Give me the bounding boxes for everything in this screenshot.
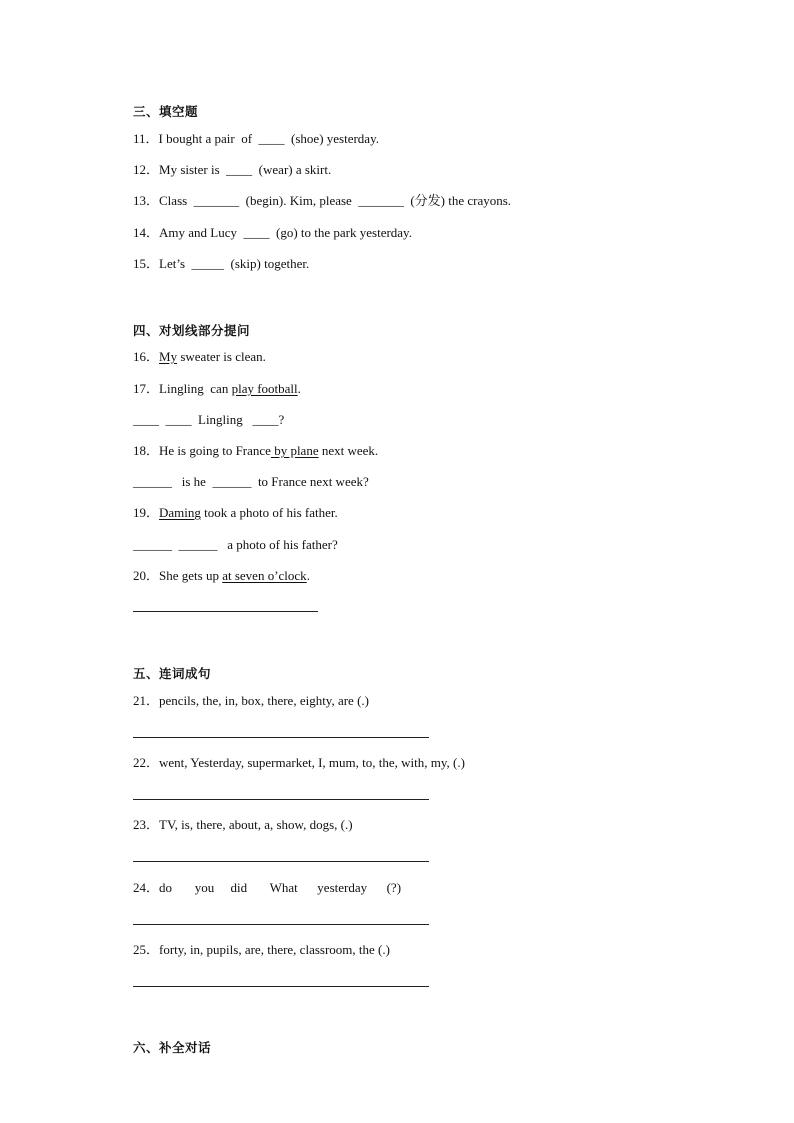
section-title-sentence-building: 五、连词成句 [133,666,212,681]
question-13 [133,193,511,209]
question-14 [133,225,412,241]
question-number: 24． [133,880,160,895]
question-number: 11． [133,131,159,146]
question-11 [133,131,379,147]
answer-line-20[interactable] [133,611,318,612]
question-text: Class _______ (begin). Kim, please _______ (分发) the crayons. [159,193,512,208]
answer-line-24[interactable] [133,924,429,925]
section-title-fill-in: 三、填空题 [133,104,199,119]
question-text: I bought a pair of ____ (shoe) yesterday. [158,131,379,146]
answer-line-22[interactable] [133,799,429,800]
question-number: 19． [133,505,160,520]
question-15 [133,256,309,272]
question-24 [133,880,401,896]
question-text: pencils, the, in, box, there, eighty, are (.) [159,693,369,708]
question-19 [133,505,338,521]
answer-line-21[interactable] [133,737,429,738]
question-16 [133,349,266,365]
underlined-part: by plane [270,443,319,458]
question-22 [133,755,465,771]
question-number: 20． [133,568,160,583]
question-20 [133,568,310,584]
question-text: do you did What yesterday (?) [159,880,402,895]
question-17 [133,381,301,397]
question-text: My sister is ____ (wear) a skirt. [159,162,332,177]
answer-blank-19[interactable]: ______ ______ a photo of his father? [133,537,338,552]
question-text: Lingling can [159,381,232,396]
question-number: 14． [133,225,160,240]
question-12 [133,162,331,178]
question-21 [133,693,369,709]
question-number: 13． [133,193,160,208]
answer-blank-18[interactable]: ______ is he ______ to France next week? [133,474,369,489]
question-text: sweater is clean. [177,349,266,364]
question-text: took a photo of his father. [200,505,338,520]
question-text-end: . [297,381,301,396]
question-number: 17． [133,381,160,396]
question-text: She gets up [159,568,223,583]
question-number: 25． [133,942,160,957]
answer-line-23[interactable] [133,861,429,862]
question-number: 15． [133,256,160,271]
underlined-part: at seven o’clock [222,568,307,583]
question-text: Amy and Lucy ____ (go) to the park yesterday. [159,225,412,240]
question-number: 16． [133,349,160,364]
question-text: forty, in, pupils, are, there, classroom, the (.) [159,942,390,957]
section-title-complete-dialogue: 六、补全对话 [133,1040,212,1055]
section-title-question-underlined: 四、对划线部分提问 [133,323,251,338]
question-18 [133,443,378,459]
question-23 [133,817,353,833]
question-text: went, Yesterday, supermarket, I, mum, to, the, with, my, (.) [159,755,465,770]
underlined-part: Daming [159,505,201,520]
question-text: He is going to France [159,443,271,458]
question-text: Let’s _____ (skip) together. [159,256,310,271]
question-number: 23． [133,817,160,832]
answer-line-25[interactable] [133,986,429,987]
question-number: 18． [133,443,160,458]
underlined-part: My [159,349,178,364]
question-25 [133,942,390,958]
question-number: 22． [133,755,160,770]
underlined-part: play football [231,381,298,396]
question-number: 12． [133,162,160,177]
answer-blank-17[interactable]: ____ ____ Lingling ____? [133,412,285,427]
question-text: TV, is, there, about, a, show, dogs, (.) [159,817,353,832]
question-text-end: . [306,568,310,583]
question-number: 21． [133,693,160,708]
question-text-end: next week. [318,443,379,458]
